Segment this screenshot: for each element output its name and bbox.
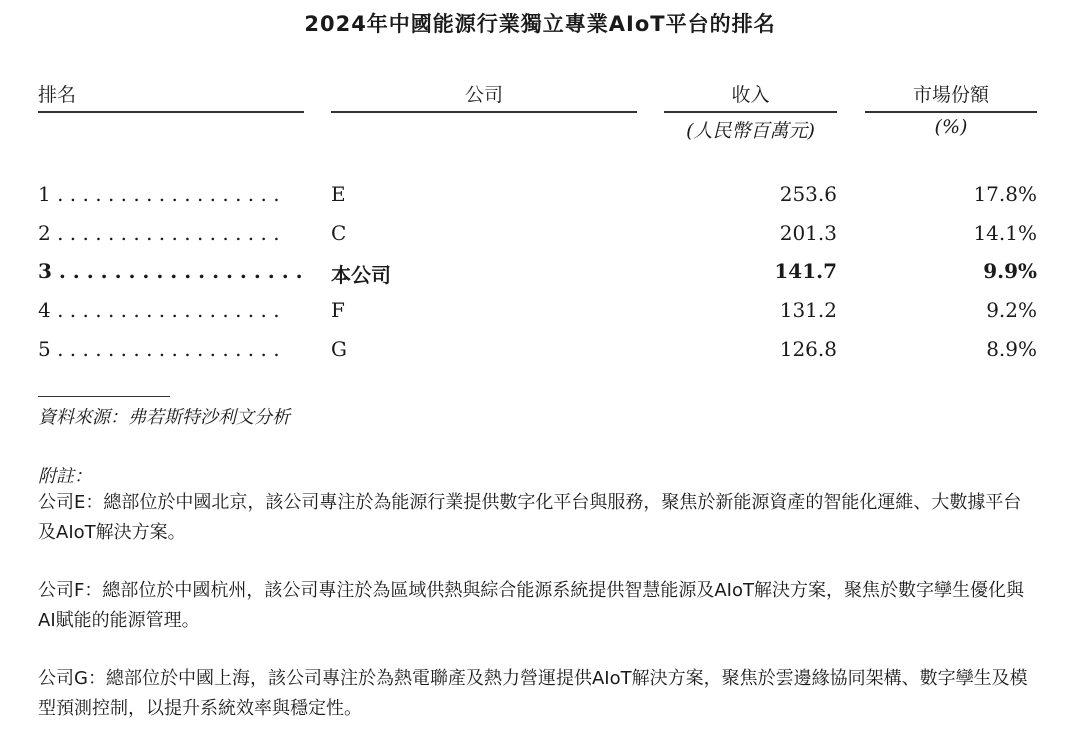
header-market-share: 市場份額 [865,80,1037,113]
header-revenue: 收入 [664,80,837,113]
revenue-cell: 126.8 [779,337,837,361]
revenue-cell: 253.6 [779,182,837,206]
header-rank: 排名 [38,80,304,113]
rank-cell: 4 . . . . . . . . . . . . . . . . . . [38,298,280,322]
unit-share: (%) [934,116,968,138]
revenue-cell: 201.3 [779,221,837,245]
footnote-divider [38,396,170,397]
share-cell: 9.2% [986,298,1037,322]
company-cell: 本公司 [331,263,391,287]
company-cell: E [331,182,346,206]
note-company-g: 公司G：總部位於中國上海，該公司專注於為熱電聯產及熱力營運提供AIoT解決方案，聚焦於雲邊緣協同架構、數字孿生及模型預測控制，以提升系統效率與穩定性。 [38,668,1028,719]
unit-revenue: (人民幣百萬元) [686,120,815,142]
rank-cell: 2 . . . . . . . . . . . . . . . . . . [38,221,280,245]
note-company-f: 公司F：總部位於中國杭州，該公司專注於為區域供熱與綜合能源系統提供智慧能源及AIoT解決方案，聚焦於數字孿生優化與AI賦能的能源管理。 [38,580,1024,631]
rank-cell: 3 . . . . . . . . . . . . . . . . . . [38,259,303,283]
table-row [0,337,1080,373]
rank-cell: 5 . . . . . . . . . . . . . . . . . . [38,337,280,361]
company-cell: G [331,337,347,361]
revenue-cell: 131.2 [779,298,837,322]
note-company-e: 公司E：總部位於中國北京，該公司專注於為能源行業提供數字化平台與服務，聚焦於新能源資產的智能化運維、大數據平台及AIoT解決方案。 [38,492,1022,543]
header-company: 公司 [331,80,637,113]
share-cell: 9.9% [983,259,1037,283]
rank-cell: 1 . . . . . . . . . . . . . . . . . . [38,182,280,206]
table-row-highlight [0,259,1080,295]
revenue-cell: 141.7 [774,259,837,283]
share-cell: 17.8% [973,182,1037,206]
table-row [0,298,1080,334]
source-note: 資料來源：弗若斯特沙利文分析 [38,407,290,428]
share-cell: 8.9% [986,337,1037,361]
table-row [0,221,1080,257]
notes-title: 附註： [38,466,92,487]
table-row [0,182,1080,218]
page-title: 2024年中國能源行業獨立專業AIoT平台的排名 [304,12,776,36]
company-cell: C [331,221,347,245]
share-cell: 14.1% [973,221,1037,245]
company-cell: F [331,298,345,322]
